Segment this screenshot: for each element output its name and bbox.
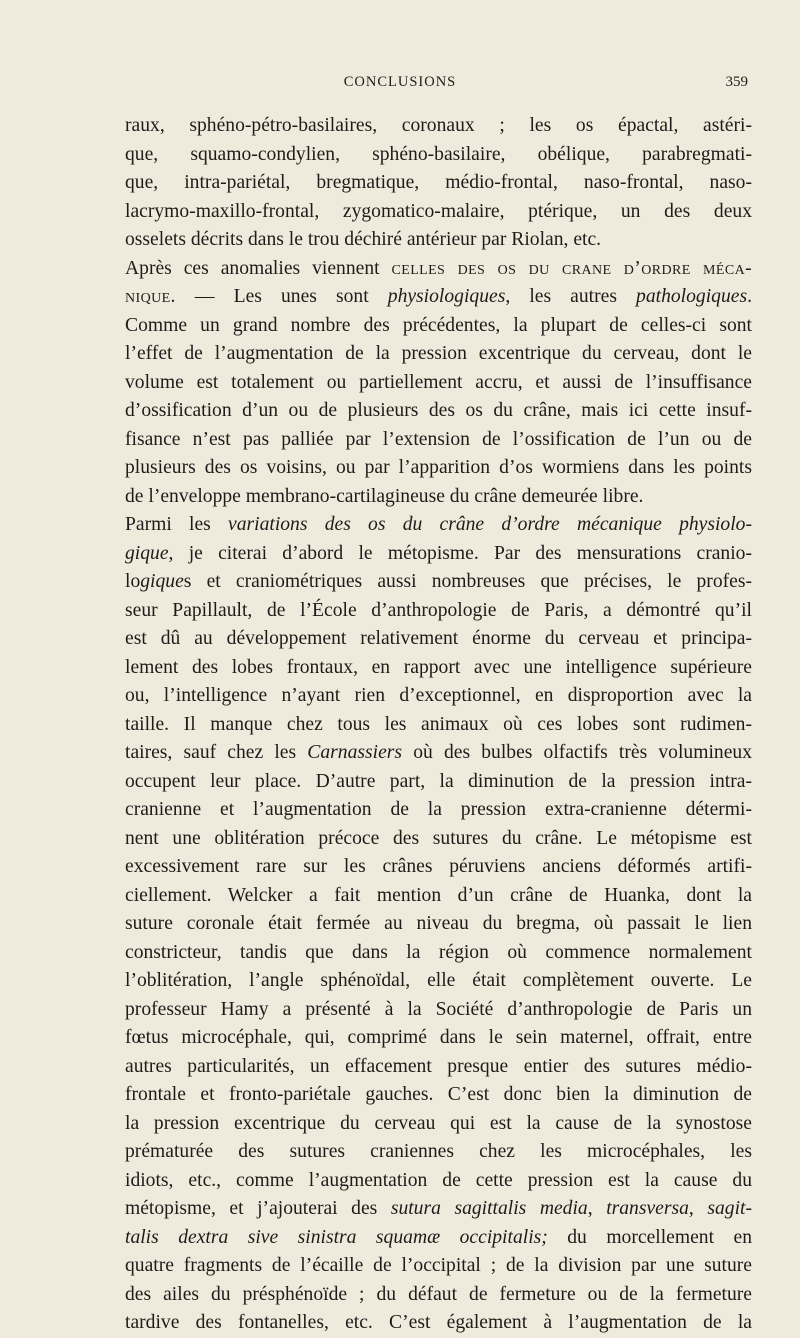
text-line: la pression excentrique du cerveau qui est la cause de la synostose	[125, 1112, 752, 1134]
text-line: lacrymo-maxillo-frontal, zygomatico-malaire, ptérique, un des deux	[125, 200, 752, 222]
text-line: taires, sauf chez les Carnassiers où des bulbes olfactifs très volumineux	[125, 742, 752, 763]
text-line: Après ces anomalies viennent celles des os du crane d’ordre méca-	[125, 257, 752, 279]
text-line: suture coronale était fermée au niveau du bregma, où passait le lien	[125, 913, 752, 934]
text-line: professeur Hamy a présenté à la Société d’anthropologie de Paris un	[125, 998, 752, 1020]
text-line: autres particularités, un effacement presque entier des sutures médio-	[125, 1055, 752, 1077]
text-line: plusieurs des os voisins, ou par l’apparition d’os wormiens dans les points	[125, 457, 752, 478]
text-line: ou, l’intelligence n’ayant rien d’exceptionnel, en disproportion avec la	[125, 685, 752, 706]
text-line: Parmi les variations des os du crâne d’ordre mécanique physiolo-	[125, 514, 752, 535]
text-line: fœtus microcéphale, qui, comprimé dans le sein maternel, offrait, entre	[125, 1027, 752, 1048]
text-line: taille. Il manque chez tous les animaux où ces lobes sont rudimen-	[125, 713, 752, 735]
text-line: volume est totalement ou partiellement accru, et aussi de l’insuffisance	[125, 371, 752, 393]
text-line: occupent leur place. D’autre part, la diminution de la pression intra-	[125, 770, 752, 792]
text-line: lement des lobes frontaux, en rapport avec une intelligence supérieure	[125, 656, 752, 678]
text-line: l’oblitération, l’angle sphénoïdal, elle était complètement ouverte. Le	[125, 970, 752, 991]
body-text	[125, 112, 752, 1338]
text-line: métopisme, et j’ajouterai des sutura sagittalis media, transversa, sagit-	[125, 1198, 753, 1219]
text-line: que, squamo-condylien, sphéno-basilaire, obélique, parabregmati-	[125, 143, 752, 165]
text-line: fisance n’est pas palliée par l’extension de l’ossification de l’un ou de	[125, 428, 752, 450]
text-line: tardive des fontanelles, etc. C’est également à l’augmentation de la	[125, 1312, 752, 1333]
text-line: raux, sphéno-pétro-basilaires, coronaux ; les os épactal, astéri-	[125, 115, 752, 136]
text-line: nique. — Les unes sont physiologiques, les autres pathologiques.	[125, 286, 752, 307]
text-line: frontale et fronto-pariétale gauches. C’est donc bien la diminution de	[125, 1084, 752, 1105]
running-title: CONCLUSIONS	[343, 74, 457, 90]
text-line: cranienne et l’augmentation de la pression extra-cranienne détermi-	[125, 799, 752, 820]
text-line: talis dextra sive sinistra squamæ occipitalis; du morcellement en	[125, 1226, 752, 1248]
text-line: d’ossification d’un ou de plusieurs des os du crâne, mais ici cette insuf-	[125, 400, 752, 421]
text-line: Comme un grand nombre des précédentes, la plupart de celles-ci sont	[125, 314, 752, 336]
text-line: idiots, etc., comme l’augmentation de cette pression est la cause du	[125, 1169, 752, 1191]
text-line: prématurée des sutures craniennes chez les microcéphales, les	[125, 1141, 752, 1162]
text-line: gique, je citerai d’abord le métopisme. Par des mensurations cranio-	[125, 542, 752, 564]
text-line: osselets décrits dans le trou déchiré antérieur par Riolan, etc.	[125, 229, 602, 250]
text-line: ciellement. Welcker a fait mention d’un crâne de Huanka, dont la	[125, 884, 752, 906]
text-line: quatre fragments de l’écaille de l’occipital ; de la division par une suture	[125, 1255, 752, 1276]
text-line: des ailes du présphénoïde ; du défaut de fermeture ou de la fermeture	[125, 1283, 752, 1305]
text-line: constricteur, tandis que dans la région où commence normalement	[125, 941, 752, 963]
text-line: excessivement rare sur les crânes péruviens anciens déformés artifi-	[125, 856, 752, 877]
text-line: est dû au développement relativement énorme du cerveau et principa-	[125, 628, 752, 649]
text-line: nent une oblitération précoce des sutures du crâne. Le métopisme est	[125, 827, 752, 849]
text-line: l’effet de l’augmentation de la pression excentrique du cerveau, dont le	[125, 343, 752, 364]
text-line: que, intra-pariétal, bregmatique, médio-frontal, naso-frontal, naso-	[125, 172, 752, 193]
page-number: 359	[725, 74, 748, 90]
text-line: de l’enveloppe membrano-cartilagineuse du crâne demeurée libre.	[125, 485, 644, 507]
text-line: seur Papillault, de l’École d’anthropologie de Paris, a démontré qu’il	[125, 599, 752, 621]
text-line: logiques et craniométriques aussi nombreuses que précises, le profes-	[125, 571, 752, 592]
page-header	[0, 74, 800, 96]
